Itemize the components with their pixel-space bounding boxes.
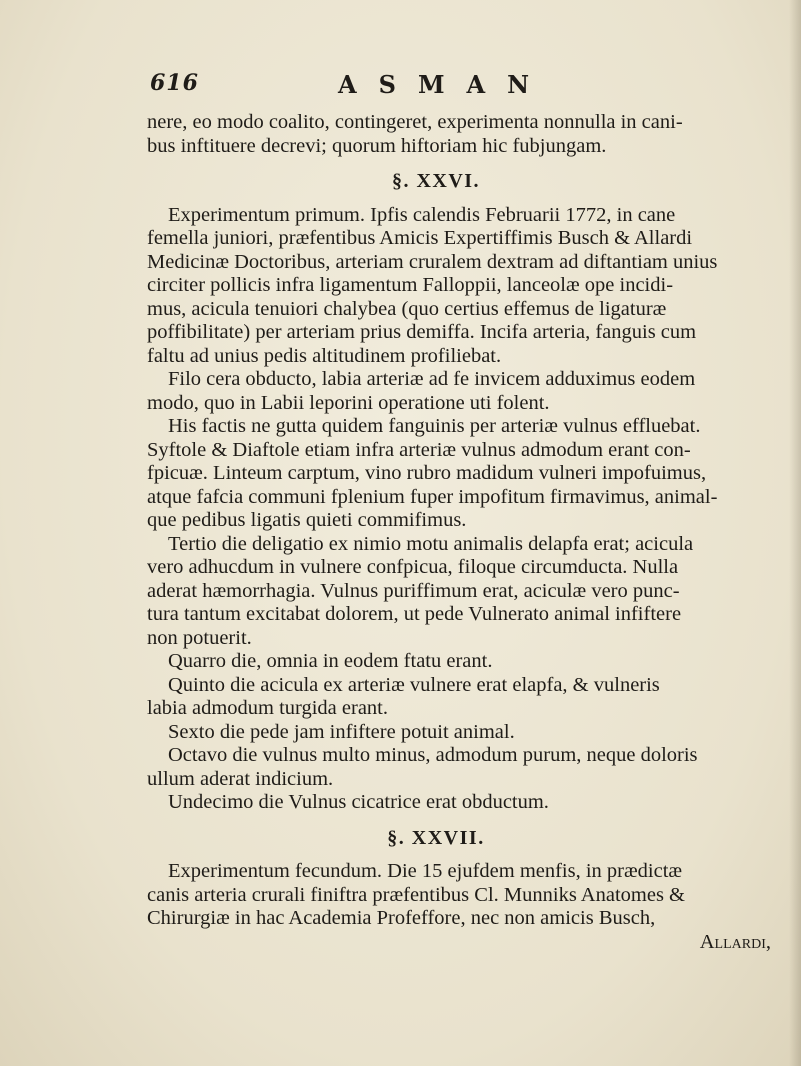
page-number: 616 [150,70,199,96]
section-heading-xxvii: §. XXVII. [387,826,485,849]
text-line: labia admodum turgida erant. [147,697,388,719]
text-line: circiter pollicis infra ligamentum Falloppii, lanceolæ ope incidi- [147,274,674,296]
text-line: Syftole & Diaftole etiam infra arteriæ vulnus admodum erant con- [147,438,691,461]
text-line: non potuerit. [147,626,252,649]
text-line: atque fafcia communi fplenium fuper impofitum firmavimus, animal- [147,485,718,508]
running-head-title: ASMAN [338,70,552,99]
text-line: Chirurgiæ in hac Academia Profeffore, nec non amicis Busch, [147,907,656,929]
section-heading-xxvi: §. XXVI. [391,170,481,192]
text-line: Quinto die acicula ex arteriæ vulnere erat elapfa, & vulneris [168,673,660,696]
text-line: Undecimo die Vulnus cicatrice erat obductum. [168,791,549,813]
text-line: nere, eo modo coalito, contingeret, experimenta nonnulla in cani- [147,111,683,133]
text-line: ullum aderat indicium. [147,767,334,790]
text-line: Sexto die pede jam infiftere potuit animal. [168,720,515,743]
text-line: Quarro die, omnia in eodem ftatu erant. [168,650,493,672]
text-line: que pedibus ligatis quieti commifimus. [147,509,467,531]
text-line: Medicinæ Doctoribus, arteriam cruralem dextram ad diftantiam unius [147,250,718,273]
text-line: tura tantum excitabat dolorem, ut pede Vulnerato animal infiftere [147,603,682,625]
body-text [147,111,785,954]
text-line: Experimentum primum. Ipfis calendis Februarii 1772, in cane [168,203,676,226]
text-line: bus inftituere decrevi; quorum hiftoriam hic fubjungam. [147,134,607,157]
text-line: Filo cera obducto, labia arteriæ ad fe invicem adduximus eodem [168,368,696,390]
running-header [150,70,710,104]
text-line: His factis ne gutta quidem fanguinis per arteriæ vulnus effluebat. [168,415,701,437]
text-line: fpicuæ. Linteum carptum, vino rubro madidum vulneri impofuimus, [147,462,707,484]
text-line: mus, acicula tenuiori chalybea (quo certius effemus de ligaturæ [147,297,667,320]
catchword: Allardi, [699,930,771,953]
text-line: Experimentum fecundum. Die 15 ejufdem menfis, in prædictæ [168,860,683,882]
text-line: Tertio die deligatio ex nimio motu animalis delapfa erat; acicula [168,532,694,555]
text-line: femella juniori, præfentibus Amicis Expertiffimis Busch & Allardi [147,227,693,249]
text-line: vero adhucdum in vulnere confpicua, filoque circumducta. Nulla [147,556,679,578]
text-line: canis arteria crurali finiftra præfentibus Cl. Munniks Anatomes & [147,883,685,906]
text-line: faltu ad unius pedis altitudinem profiliebat. [147,344,502,367]
text-line: poffibilitate) per arteriam prius demiffa. Incifa arteria, fanguis cum [147,321,697,343]
text-line: aderat hæmorrhagia. Vulnus puriffimum erat, aciculæ vero punc- [147,579,680,602]
page-edge-shadow [789,0,801,1066]
text-line: modo, quo in Labii leporini operatione uti folent. [147,391,550,414]
text-line: Octavo die vulnus multo minus, admodum purum, neque doloris [168,744,698,766]
